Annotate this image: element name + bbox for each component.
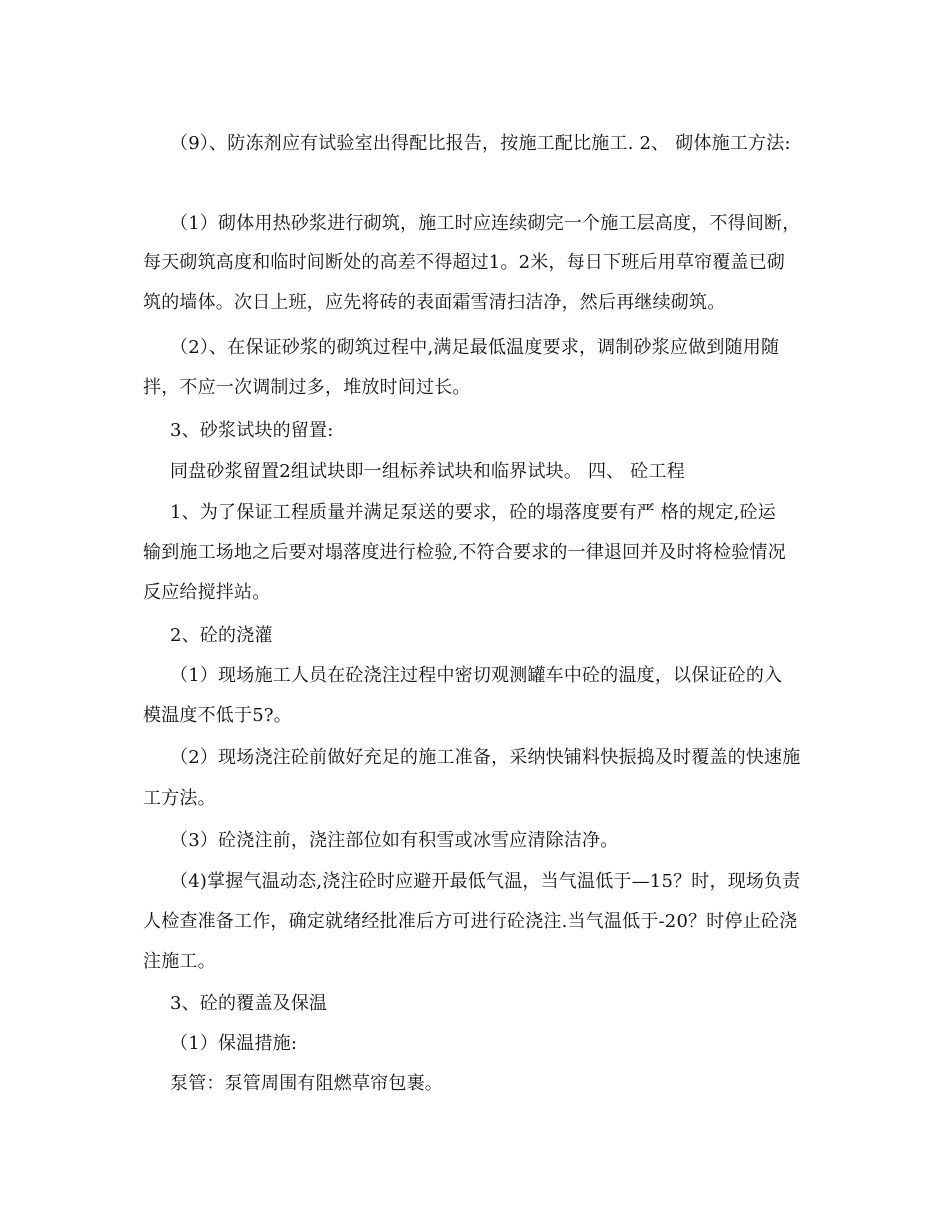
paragraph-line: 拌，不应一次调制过多，堆放时间过长。 bbox=[143, 377, 471, 398]
paragraph-line: 工方法。 bbox=[143, 788, 216, 809]
paragraph-line: （2）、在保证砂浆的砌筑过程中,满足最低温度要求，调制砂浆应做到随用随 bbox=[170, 337, 780, 358]
paragraph-line: （4)掌握气温动态,浇注砼时应避开最低气温，当气温低于—15？时，现场负责 bbox=[170, 871, 801, 892]
paragraph-line: 反应给搅拌站。 bbox=[143, 582, 271, 603]
paragraph-line: 每天砌筑高度和临时间断处的高差不得超过1。2米，每日下班后用草帘覆盖已砌 bbox=[143, 252, 786, 273]
paragraph-line: 人检查准备工作，确定就绪经批准后方可进行砼浇注.当气温低于-20？时停止砼浇 bbox=[143, 911, 798, 932]
section-heading: 2、砼的浇灌 bbox=[170, 625, 273, 646]
paragraph-line: 1、为了保证工程质量并满足泵送的要求，砼的塌落度要有严 格的规定,砼运 bbox=[170, 502, 776, 523]
paragraph-line: （3）砼浇注前，浇注部位如有积雪或冰雪应清除洁净。 bbox=[170, 830, 619, 851]
paragraph-line: （1）现场施工人员在砼浇注过程中密切观测罐车中砼的温度，以保证砼的入 bbox=[170, 665, 783, 686]
paragraph-line: 筑的墙体。次日上班，应先将砖的表面霜雪清扫洁净，然后再继续砌筑。 bbox=[143, 292, 726, 313]
section-heading: 3、砼的覆盖及保温 bbox=[170, 993, 328, 1014]
paragraph-line: （2）现场浇注砼前做好充足的施工准备，采纳快铺料快振捣及时覆盖的快速施 bbox=[170, 747, 801, 768]
paragraph-line: （1）砌体用热砂浆进行砌筑，施工时应连续砌完一个施工层高度，不得间断， bbox=[170, 213, 801, 234]
paragraph-line: （9）、防冻剂应有试验室出得配比报告，按施工配比施工. 2、 砌体施工方法: bbox=[170, 133, 791, 154]
paragraph-line: （1）保温措施: bbox=[170, 1033, 298, 1054]
paragraph-line: 泵管：泵管周围有阻燃草帘包裹。 bbox=[170, 1073, 443, 1094]
paragraph-line: 模温度不低于5?。 bbox=[143, 705, 292, 726]
paragraph-line: 注施工。 bbox=[143, 951, 216, 972]
paragraph-line: 同盘砂浆留置2组试块即一组标养试块和临界试块。 四、 砼工程 bbox=[170, 461, 685, 482]
section-heading: 3、砂浆试块的留置: bbox=[170, 420, 334, 441]
paragraph-line: 输到施工场地之后要对塌落度进行检验,不符合要求的一律退回并及时将检验情况 bbox=[143, 542, 786, 563]
